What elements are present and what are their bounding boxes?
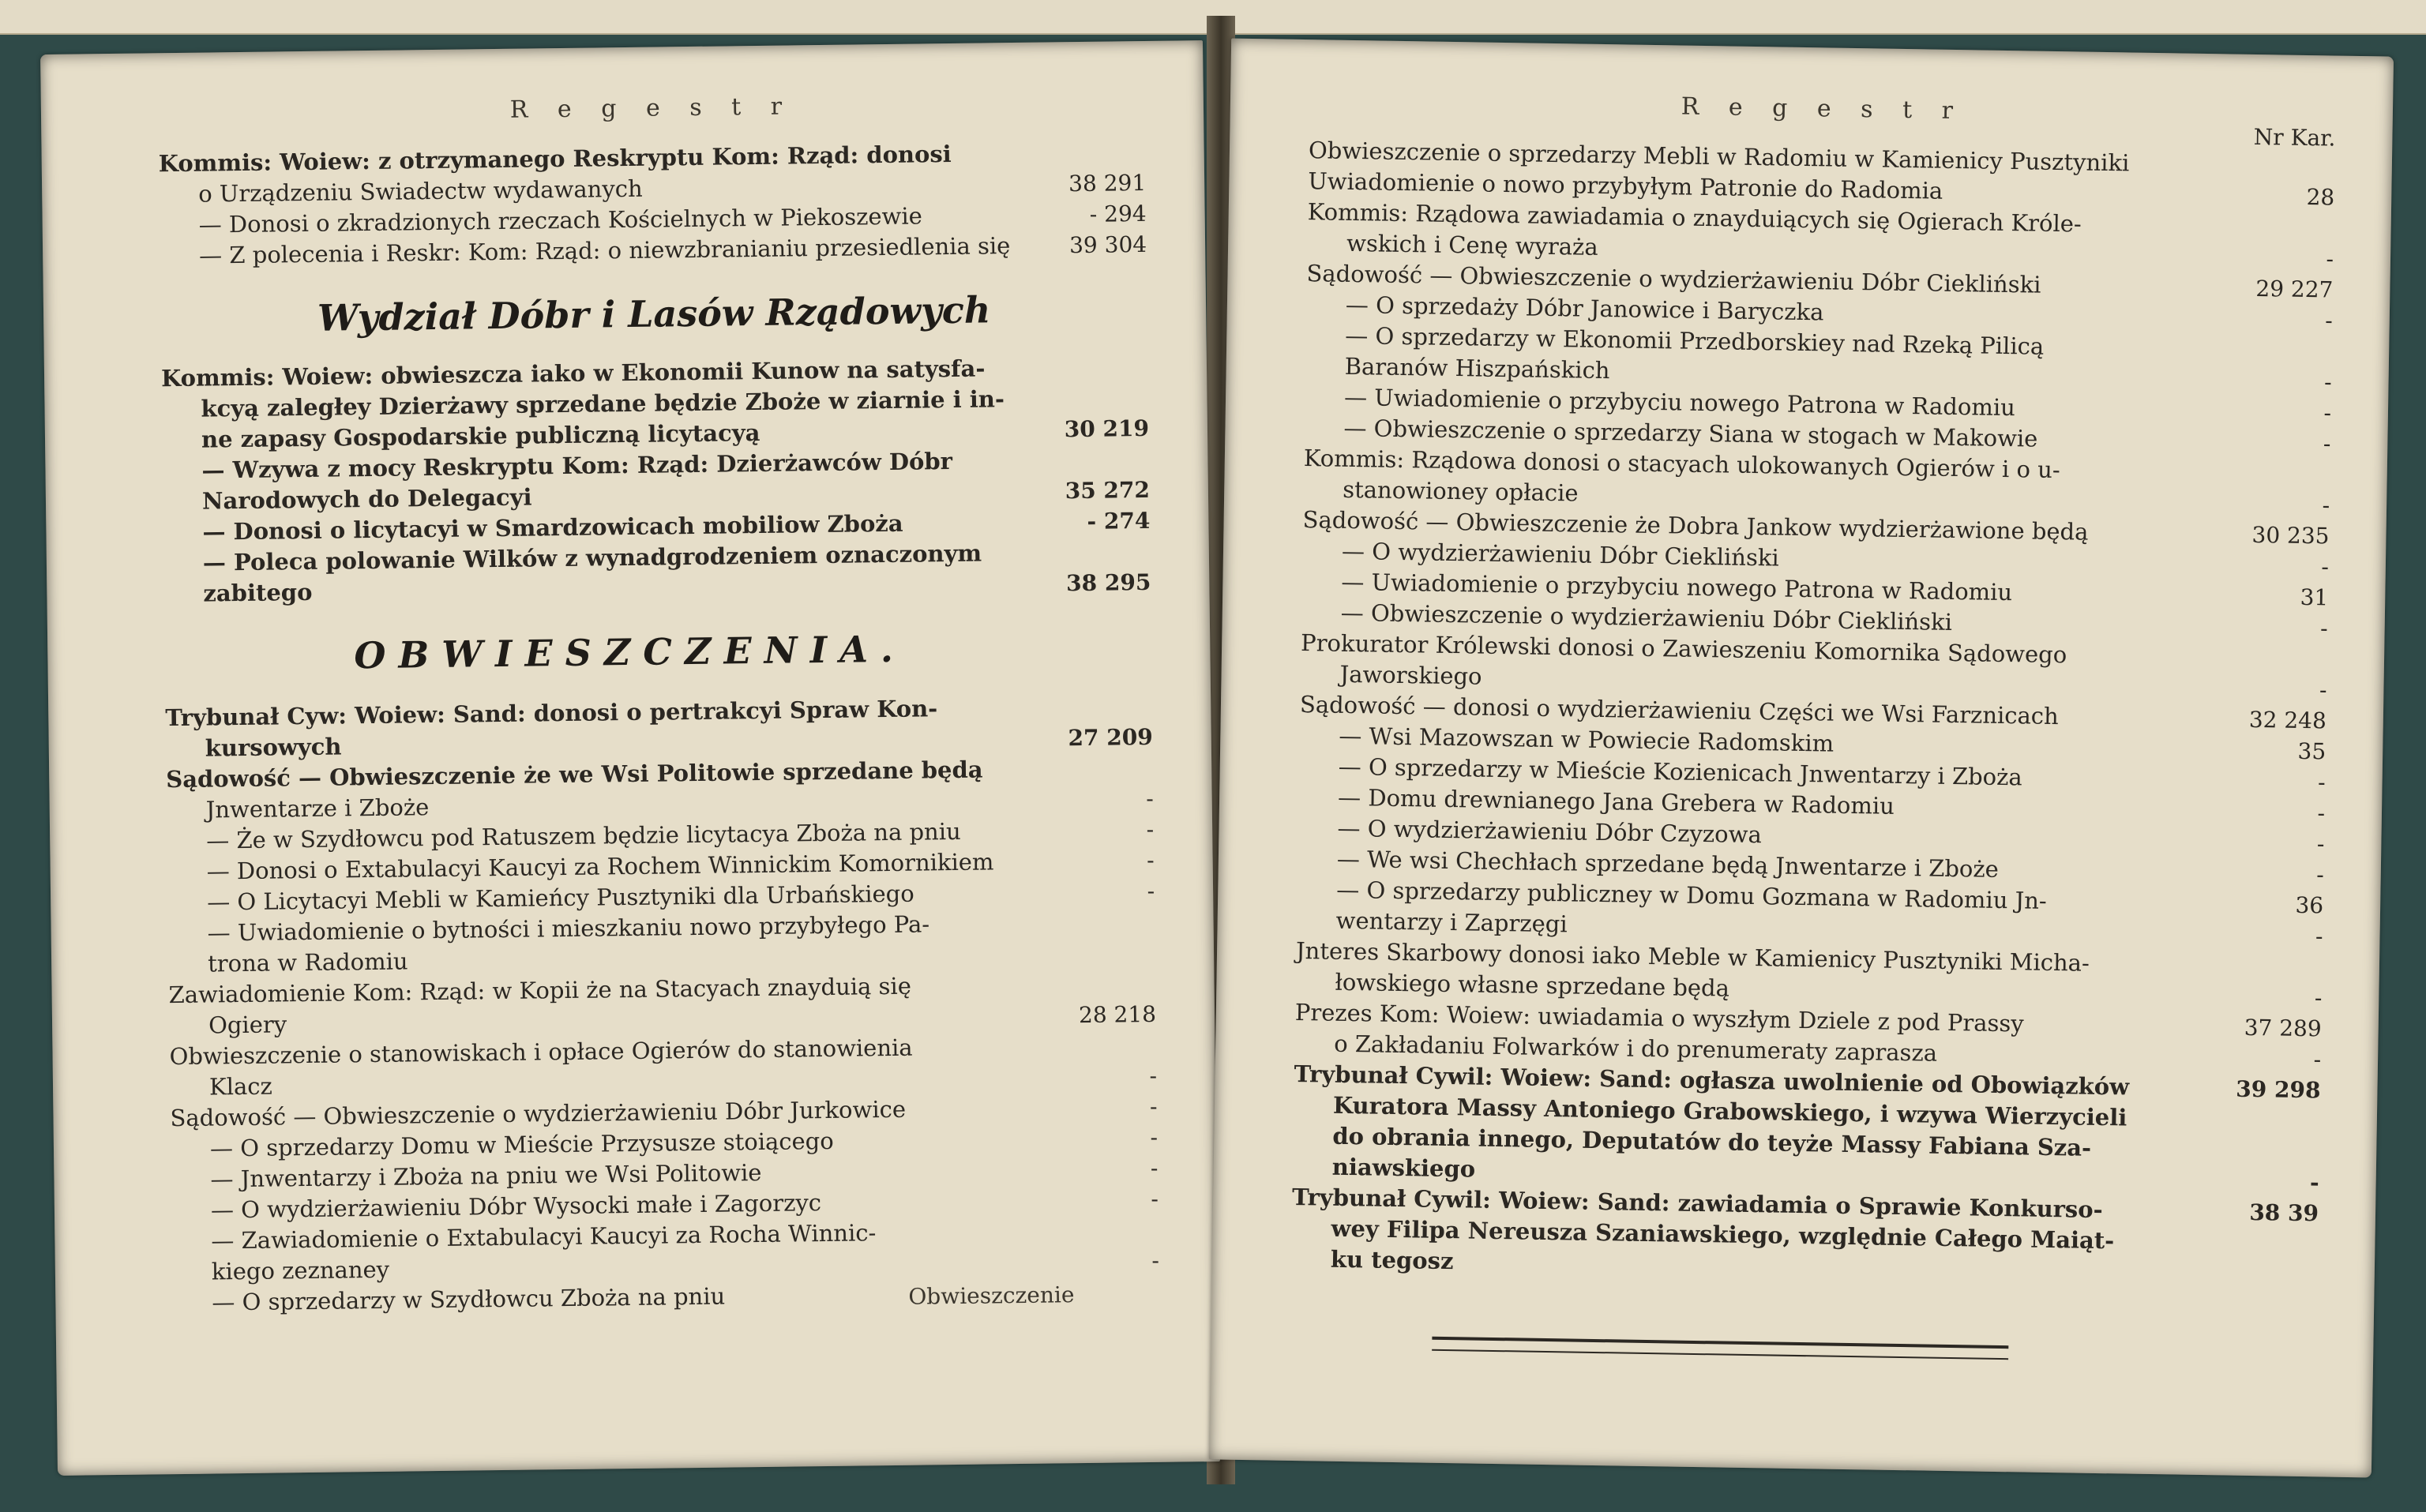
entry-text: łowskiego własne sprzedane będą [1335,968,1730,1002]
entry-text: Jaworskiego [1339,660,1482,690]
entry-text: — Obwieszczenie o wydzierżawieniu Dóbr Ciekliński [1340,598,1953,636]
entry-page-ref: 28 [2306,183,2335,211]
entry-text: — O sprzedarzy publiczney w Domu Gozmana w Radomiu Jn- [1336,876,2047,914]
entry-page-ref: 29 227 [2255,275,2334,303]
entry-page-ref: - [1150,1154,1159,1181]
entry-page-ref: 36 [2295,891,2324,919]
entry-page-ref: - [2325,307,2334,334]
left-entries-mid [161,351,1151,610]
entry-text: Kommis: Woiew: obwieszcza iako w Ekonomii Kunow na satysfa- [160,355,986,392]
end-rule [1432,1337,2008,1360]
right-running-head: R e g e s t r [1681,92,1965,126]
entry-page-ref: 31 [2300,583,2329,611]
entry-text: — O sprzedarzy w Szydłowcu Zboża na pniu [212,1282,726,1316]
entry-text: — Z polecenia i Reskr: Kom: Rząd: o niewzbranianiu przesiedlenia się [198,232,1011,269]
entry-page-ref: - [2317,800,2326,827]
entry-text: — Wzywa z mocy Reskryptu Kom: Rząd: Dzierżawców Dóbr [201,447,953,484]
entry-text: — Donosi o Extabulacyi Kaucyi za Rochem Winnickim Komornikiem [206,848,994,885]
entry-page-ref: - [2322,492,2330,519]
section-title-obwieszczenia: OBWIESZCZENIA. [354,627,907,677]
entry-page-ref: - [1151,1185,1159,1212]
left-entries-top [159,137,1147,272]
entry-page-ref: - [2315,923,2323,950]
right-page [1209,39,2394,1478]
entry-page-ref: 32 248 [2248,706,2327,734]
entry-page-ref: 38 295 [1065,568,1151,597]
entry-text: — Donosi o zkradzionych rzeczach Kościelnych w Piekoszewie [198,202,922,238]
entry-text: — Jnwentarzy i Zboża na pniu we Wsi Politowie [210,1159,762,1193]
entry-text: trona w Radomiu [207,947,408,977]
left-page [40,40,1220,1476]
entry-text: — O sprzedarzy w Mieście Kozienicach Jnwentarzy i Zboża [1338,752,2022,791]
entry-text: — Wsi Mazowszan w Powiecie Radomskim [1339,722,1835,757]
entry-text: Uwiadomienie o nowo przybyłym Patronie do Radomia [1308,167,1943,204]
entry-text: ne zapasy Gospodarskie publiczną licytacyą [201,418,760,453]
entry-text: — Poleca polowanie Wilków z wynadgrodzeniem oznaczonym [202,539,982,576]
entry-text: — Uwiadomienie o przybyciu nowego Patrona w Radomiu [1341,568,2013,606]
entry-text: Sądowość — Obwieszczenie że Dobra Jankow wydzierżawione będą [1302,506,2089,546]
entry-page-ref: - [2323,400,2332,426]
entry-text: — O sprzedarzy Domu w Mieście Przysusze stoiącego [209,1127,834,1162]
entry-page-ref: 30 235 [2251,521,2330,550]
left-entries-bottom [165,691,1159,1319]
entry-page-ref: - [2317,769,2326,796]
right-entries [1291,135,2336,1290]
entry-text: Sądowość — Obwieszczenie że we Wsi Politowie sprzedane będą [166,756,983,794]
entry-page-ref: - [2314,985,2323,1011]
entry-page-ref: 35 [2297,737,2326,765]
entry-text: Sądowość — Obwieszczenie o wydzierżawieniu Dóbr Ciekliński [1306,260,2041,298]
entry-page-ref: - [1150,1124,1159,1150]
entry-page-ref: - [2316,861,2325,888]
entry-text: — O wydzierżawieniu Dóbr Czyzowa [1337,814,1763,849]
entry-text: wskich i Cenę wyraża [1346,229,1598,261]
entry-page-ref: - [2319,677,2327,703]
entry-text: Klacz [208,1072,273,1101]
entry-text: wey Filipa Nereusza Szaniawskiego, względnie Całego Maiąt- [1331,1214,2115,1255]
entry-text: Ogiery [208,1011,287,1039]
entry-text: o Urządzeniu Swiadectw wydawanych [198,174,643,208]
entry-text: Narodowych do Delegacyi [201,483,532,515]
entry-text: — Donosi o licytacyi w Smardzowicach mobiliow Zboża [202,509,903,546]
entry-page-ref: - 294 [1089,200,1147,227]
entry-page-ref: 38 291 [1068,169,1147,197]
entry-text: Obwieszczenie o stanowiskach i opłace Ogierów do stanowienia [169,1034,913,1071]
entry-text: Jnteres Skarbowy donosi iako Meble w Kamienicy Pusztyniki Micha- [1295,936,2090,977]
entry-text: — Uwiadomienie o przybyciu nowego Patrona w Radomiu [1343,383,2016,422]
entry-text: wentarzy i Zaprzęgi [1335,906,1568,938]
entry-page-ref: - [1147,877,1155,905]
entry-text: — O wydzierżawieniu Dóbr Wysocki małe i Zagorzyc [210,1189,822,1224]
entry-page-ref: - [2323,430,2331,457]
entry-text: — O sprzedaży Dóbr Janowice i Baryczka [1345,291,1824,326]
entry-text: Trybunał Cywil: Woiew: Sand: zawiadamia o Sprawie Konkurso- [1291,1183,2103,1224]
section-title-wydzial: Wydział Dóbr i Lasów Rządowych [317,288,991,340]
column-header-label: Nr Kar. [2253,123,2336,152]
left-running-head: R e g e s t r [509,92,794,124]
entry-page-ref: 27 209 [1068,723,1153,752]
entry-text: Obwieszczenie o sprzedarzy Mebli w Radomiu w Kamienicy Pusztyniki [1308,137,2130,177]
entry-page-ref: - [2323,369,2332,396]
entry-page-ref: - [1146,846,1155,874]
right-page-content [1291,87,2336,1290]
entry-text: Prokurator Królewski donosi o Zawieszeniu Komornika Sądowego [1300,629,2067,669]
entry-text: Kommis: Rządowa donosi o stacyach ulokowanych Ogierów i o u- [1303,445,2060,484]
entry-page-ref: 38 39 [2249,1199,2319,1227]
entry-text: Trybunał Cyw: Woiew: Sand: donosi o pertrakcyi Spraw Kon- [165,695,938,732]
entry-page-ref: - [2319,615,2328,642]
entry-page-ref: - [1146,785,1154,812]
entry-text: Sądowość — donosi o wydzierżawieniu Części we Wsi Farznicach [1299,691,2060,730]
entry-page-ref: - [2309,1169,2319,1196]
entry-text: — Że w Szydłowcu pod Ratuszem będzie licytacya Zboża na pniu [206,817,961,854]
entry-text: Trybunał Cywil: Woiew: Sand: ogłasza uwolnienie od Obowiązków [1294,1060,2130,1101]
entry-text: kursowych [205,733,342,762]
entry-page-ref: 39 298 [2236,1075,2321,1104]
entry-text: Jnwentarze i Zboże [205,794,430,824]
entry-text: niawskiego [1331,1153,1476,1183]
entry-text: Prezes Kom: Woiew: uwiadamia o wyszłym Dziele z pod Prassy [1294,998,2024,1037]
entry-text: — Uwiadomienie o bytności i mieszkaniu nowo przybyłego Pa- [207,910,930,947]
entry-text: Kuratora Massy Antoniego Grabowskiego, i wzywa Wierzycieli [1332,1091,2127,1131]
entry-text: o Zakładaniu Folwarków i do prenumeraty zaprasza [1333,1030,1938,1067]
entry-page-ref: - [1151,1247,1160,1274]
entry-text: — O Licytacyi Mebli w Kamieńcy Pusztyniki dla Urbańskiego [206,880,914,916]
entry-text: — Obwieszczenie o sprzedarzy Siana w stogach w Makowie [1343,414,2038,452]
left-page-content [158,88,1160,1319]
entry-text: Zawiadomienie Kom: Rząd: w Kopii że na Stacyach znayduią się [168,972,912,1009]
entry-text: zabitego [203,578,313,607]
entry-page-ref: 30 219 [1064,415,1150,443]
entry-text: kcyą zaległey Dzierżawy sprzedane będzie Zboże w ziarnie i in- [201,385,1005,422]
entry-text: Baranów Hiszpańskich [1344,352,1610,385]
entry-page-ref: 35 272 [1065,476,1151,505]
entry-page-ref: 28 218 [1078,1000,1157,1029]
entry-page-ref: - [2321,553,2330,580]
entry-page-ref: 39 304 [1068,231,1147,259]
entry-page-ref: - 274 [1087,507,1151,535]
entry-text: Sądowość — Obwieszczenie o wydzierżawieniu Dóbr Jurkowice [170,1095,907,1132]
entry-text: kiego zeznaney [211,1255,390,1285]
entry-text: — O wydzierżawieniu Dóbr Ciekliński [1341,537,1779,572]
entry-text: — Domu drewnianego Jana Grebera w Radomiu [1337,783,1895,820]
entry-text: Kommis: Woiew: z otrzymanego Reskryptu Kom: Rząd: donosi [158,140,952,178]
entry-page-ref: 37 289 [2244,1014,2322,1042]
entry-page-ref: - [2326,246,2334,272]
entry-page-ref: - [1149,1062,1158,1089]
entry-text: stanowioney opłacie [1343,475,1579,507]
entry-text: Kommis: Rządowa zawiadamia o znayduiących się Ogierach Króle- [1307,198,2082,238]
catchword: Obwieszczenie [908,1281,1075,1310]
entry-text: ku tegosz [1330,1245,1454,1275]
entry-page-ref: - [1149,1093,1158,1120]
entry-page-ref: - [2316,831,2325,857]
entry-page-ref: - [2313,1046,2322,1073]
entry-text: — O sprzedarzy w Ekonomii Przedborskiey nad Rzeką Pilicą [1345,321,2045,360]
entry-page-ref: - [1146,816,1155,843]
entry-text: — Zawiadomienie o Extabulacyi Kaucyi za Rocha Winnic- [211,1219,877,1255]
entry-text: do obrania innego, Deputatów do teyże Massy Fabiana Sza- [1332,1122,2092,1161]
entry-text: — We wsi Chechłach sprzedane będą Jnwentarze i Zboże [1336,845,2000,883]
